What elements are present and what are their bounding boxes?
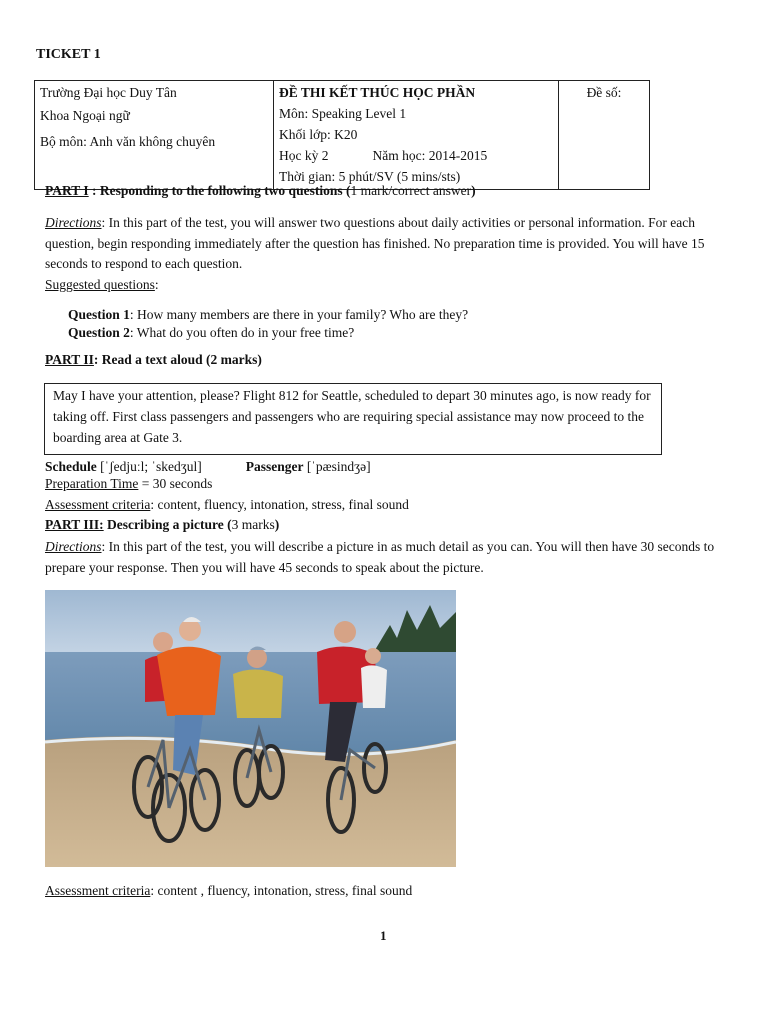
passenger-word: Passenger xyxy=(245,459,304,474)
passenger-ipa: [ˈpæsindʒə] xyxy=(303,459,371,474)
question-2-text: : What do you often do in your free time? xyxy=(129,325,355,340)
rider-3-head xyxy=(247,648,267,668)
rider-4-head xyxy=(334,621,356,643)
school-name: Trường Đại học Duy Tân xyxy=(40,85,177,100)
part3-title: PART III: xyxy=(45,517,104,532)
exam-header-table xyxy=(34,80,650,190)
institution-cell xyxy=(35,81,274,190)
part1-directions-label: Directions xyxy=(45,215,102,230)
part3-criteria xyxy=(45,881,412,902)
rider-2-jacket xyxy=(157,647,221,716)
rider-2-head xyxy=(179,619,201,641)
part1-close: ) xyxy=(471,183,476,198)
exam-title: ĐỀ THI KẾT THÚC HỌC PHẦN xyxy=(279,85,476,100)
part3-marks: 3 marks xyxy=(231,517,275,532)
sand xyxy=(45,736,456,867)
part3-directions-label: Directions xyxy=(45,539,102,554)
part2-heading xyxy=(45,350,262,371)
part1-title-rest: : Responding to the following two questions ( xyxy=(88,183,351,198)
part1-directions xyxy=(45,213,735,275)
question-1-text: : How many members are there in your family? Who are they? xyxy=(129,307,469,322)
exam-term-row xyxy=(279,145,553,166)
exam-time: Thời gian: 5 phút/SV (5 mins/sts) xyxy=(279,169,461,184)
exam-class: Khối lớp: K20 xyxy=(279,127,358,142)
schedule-word: Schedule xyxy=(45,459,97,474)
exam-number-cell xyxy=(559,81,650,190)
part2-title: PART II xyxy=(45,352,94,367)
cyclists-illustration xyxy=(45,590,456,867)
part2-criteria xyxy=(45,495,409,516)
rider-3-jacket xyxy=(233,669,283,718)
part2-title-rest: : Read a text aloud (2 marks) xyxy=(93,352,262,367)
exam-year: Năm học: 2014-2015 xyxy=(372,148,488,163)
preparation-time-label: Preparation Time xyxy=(45,476,139,491)
rider-5-jacket xyxy=(361,665,387,708)
part2-criteria-text: : content, fluency, intonation, stress, final sound xyxy=(150,497,409,512)
preparation-time xyxy=(45,474,212,495)
page-number: 1 xyxy=(380,928,387,943)
part1-heading xyxy=(45,181,476,202)
part3-directions xyxy=(45,537,735,578)
part3-criteria-text: : content , fluency, intonation, stress, final sound xyxy=(150,883,413,898)
suggested-questions-label: Suggested questions xyxy=(45,277,155,292)
exam-subject: Môn: Speaking Level 1 xyxy=(279,106,407,121)
part3-criteria-label: Assessment criteria xyxy=(45,883,151,898)
read-aloud-text: May I have your attention, please? Flight 812 for Seattle, scheduled to depart 30 minutes ago, is now ready for taking off. First class passengers and passengers who are requiring special assistance may now proceed to the boarding area at Gate 3. xyxy=(53,388,651,445)
question-1-label: Question 1 xyxy=(68,307,130,322)
read-aloud-text-box xyxy=(44,383,662,455)
rider-1-head xyxy=(153,632,173,652)
part3-heading xyxy=(45,515,279,536)
part3-directions-text: : In this part of the test, you will describe a picture in as much detail as you can. You will then have 30 seconds to prepare your response. Then you will have 45 seconds to speak about the picture. xyxy=(45,539,715,575)
question-2 xyxy=(68,323,354,344)
suggested-questions-label-row xyxy=(45,275,159,296)
schedule-ipa: [ˈʃedjuːl; ˈskedʒul] xyxy=(96,459,202,474)
part3-title-rest: Describing a picture ( xyxy=(103,517,232,532)
exam-semester: Học kỳ 2 xyxy=(279,148,329,163)
question-2-label: Question 2 xyxy=(68,325,130,340)
part1-directions-text: : In this part of the test, you will answer two questions about daily activities or personal information. For each question, begin responding immediately after the question has finished. No preparation time is provided. You will have 15 seconds to respond to each question. xyxy=(45,215,705,271)
cyclists-on-beach-photo xyxy=(45,590,456,867)
preparation-time-value: = 30 seconds xyxy=(138,476,213,491)
department-name: Bộ môn: Anh văn không chuyên xyxy=(40,134,216,149)
faculty-name: Khoa Ngoại ngữ xyxy=(40,108,130,123)
exam-number: Đề số: xyxy=(586,85,622,100)
part2-criteria-label: Assessment criteria xyxy=(45,497,151,512)
suggested-questions-colon: : xyxy=(154,277,159,292)
part1-marks: 1 mark/correct answer xyxy=(350,183,472,198)
ticket-title: TICKET 1 xyxy=(36,47,101,62)
exam-info-cell xyxy=(274,81,559,190)
part3-close: ) xyxy=(274,517,280,532)
part1-title: PART I xyxy=(45,183,89,198)
